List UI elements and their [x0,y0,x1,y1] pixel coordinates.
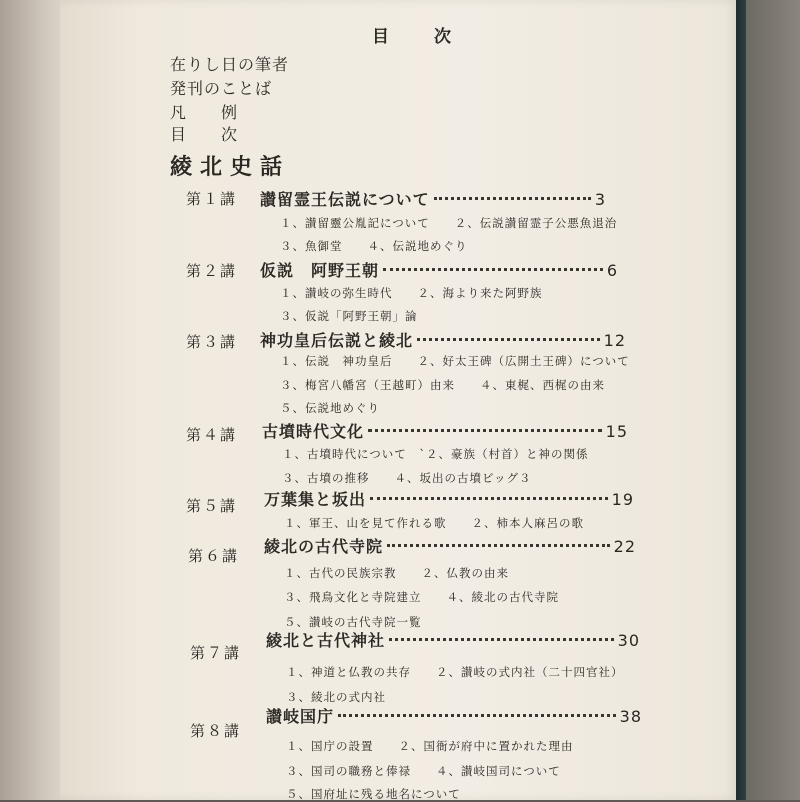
lecture-title: 神功皇后伝説と綾北 [260,331,414,350]
lecture-number: 第４講 [186,426,238,444]
subtopic-line: ３、仮説「阿野王朝」論 [280,309,418,323]
background-surface [746,0,800,800]
page-number: 19 [611,490,634,509]
lecture-title: 讃岐国庁 [266,707,335,726]
leader-dots [387,544,610,547]
lecture-entry [260,328,626,351]
leader-dots [338,714,616,717]
subtopic-line: ３、古墳の推移 ４、坂出の古墳ビッグ３ [282,471,532,485]
subtopic-line: １、讃岐の弥生時代 ２、海より来た阿野族 [280,286,543,300]
book-cover-edge [736,0,746,800]
lecture-title: 仮説 阿野王朝 [260,261,380,280]
lecture-entry [260,258,618,281]
subtopic-line: １、讃留靈公胤記について ２、伝説讃留霊子公悪魚退治 [280,216,618,230]
toc-heading: 目 次 [372,27,465,47]
front-matter-item: 在りし日の筆者 [170,55,290,74]
part-title: 綾北史話 [170,155,291,180]
leader-dots [370,497,608,500]
lecture-number: 第１講 [186,190,238,208]
leader-dots [368,429,602,432]
leader-dots [417,338,600,341]
lecture-number: 第６講 [188,547,240,565]
front-matter-item: 発刊のことば [170,79,273,98]
lecture-title: 綾北と古代神社 [266,631,386,650]
lecture-entry [264,534,636,557]
lecture-entry [266,704,642,727]
book-page [60,0,738,800]
lecture-number: 第５講 [186,497,238,515]
subtopic-line: ３、国司の職務と俸禄 ４、讃岐国司について [286,764,561,778]
lecture-entry [266,628,640,651]
page-number: 15 [605,422,628,441]
leader-dots [389,638,614,641]
lecture-entry [260,187,606,210]
leader-dots [434,197,591,200]
subtopic-line: １、伝説 神功皇后 ２、好太王碑（広開土王碑）について [280,354,630,368]
leader-dots [383,268,603,271]
subtopic-line: ５、伝説地めぐり [280,401,380,415]
subtopic-line: １、古墳時代について `２、豪族（村首）と神の関係 [282,447,589,461]
lecture-number: 第２講 [186,262,238,280]
lecture-title: 綾北の古代寺院 [264,537,384,556]
subtopic-line: １、軍王、山を見て作れる歌 ２、柿本人麻呂の歌 [284,516,584,530]
page-number: 3 [594,190,606,209]
subtopic-line: ３、魚御堂 ４、伝説地めぐり [280,239,468,253]
subtopic-line: ５、国府址に残る地名について [286,787,461,801]
page-number: 38 [619,707,642,726]
lecture-title: 万葉集と坂出 [264,490,367,509]
subtopic-line: ３、梅宮八幡宮（王越町）由来 ４、東梶、西梶の由来 [280,378,605,392]
front-matter-item: 目 次 [170,125,239,144]
subtopic-line: １、神道と仏教の共存 ２、讃岐の式内社（二十四官社） [286,665,624,679]
lecture-title: 讃留霊王伝説について [260,190,430,209]
subtopic-line: １、古代の民族宗教 ２、仏教の由来 [284,566,509,580]
lecture-entry [262,419,628,442]
subtopic-line: ３、綾北の式内社 [286,690,386,704]
front-matter-item: 凡 例 [170,103,239,122]
lecture-title: 古墳時代文化 [262,422,365,441]
page-number: 30 [617,631,640,650]
page-number: 6 [606,261,618,280]
subtopic-line: １、国庁の設置 ２、国衙が府中に置かれた理由 [286,739,574,753]
lecture-entry [264,487,634,510]
lecture-number: 第７講 [190,644,242,662]
lecture-number: 第８講 [190,722,242,740]
subtopic-line: ３、飛鳥文化と寺院建立 ４、綾北の古代寺院 [284,590,559,604]
lecture-number: 第３講 [186,333,238,351]
page-number: 12 [603,331,626,350]
subtopic-line: ５、讃岐の古代寺院一覧 [284,615,422,629]
page-number: 22 [613,537,636,556]
